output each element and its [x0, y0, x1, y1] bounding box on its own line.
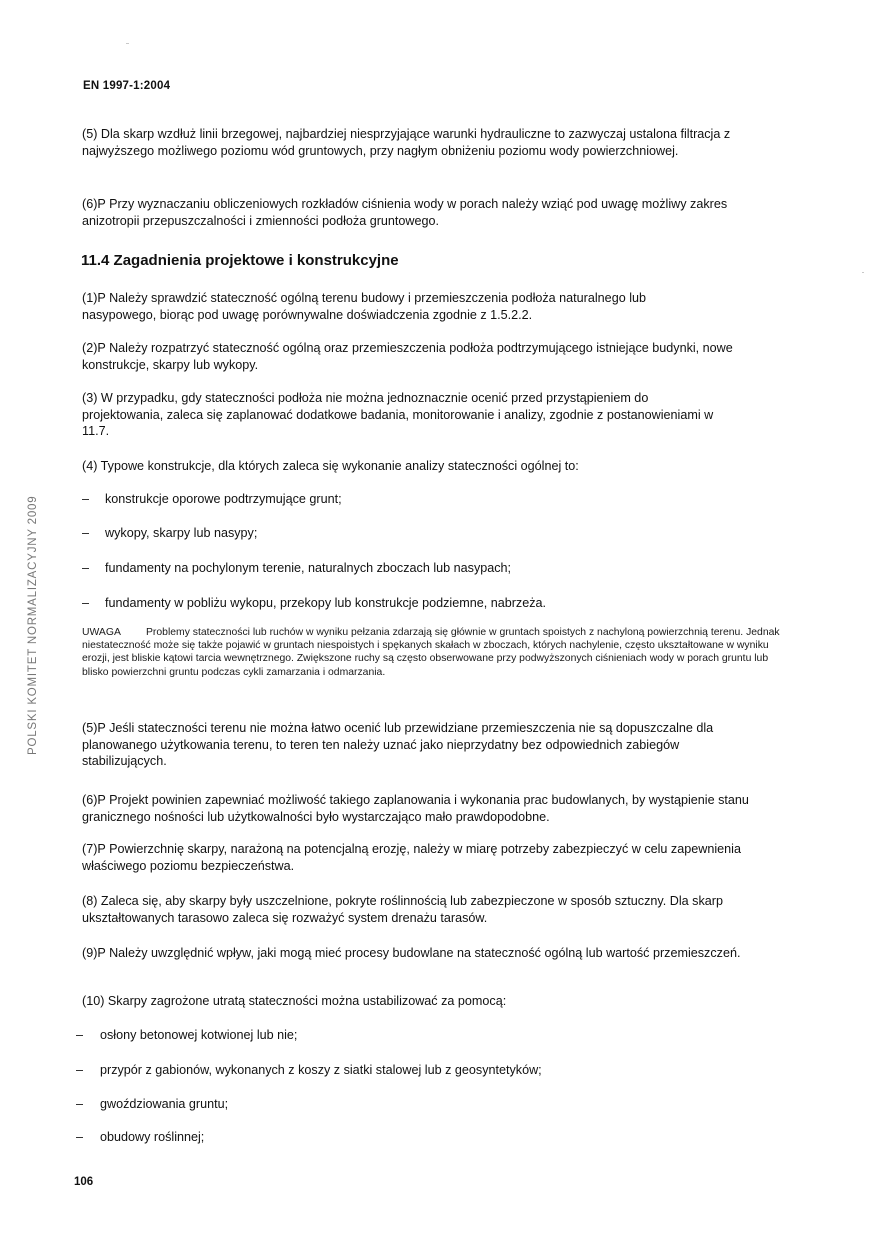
paragraph-5-shoreline: (5) Dla skarp wzdłuż linii brzegowej, najbardziej niesprzyjające warunki hydrauliczne to zazwyczaj ustalona filtracja z najwyższego możliwego poziomu wód gruntowych, przy nagłym obniżeniu poziomu wody powierzchniowej.	[82, 127, 731, 158]
page-number: 106	[74, 1176, 94, 1188]
paragraph-2p-existing-buildings: (2)P Należy rozpatrzyć stateczność ogólną oraz przemieszczenia podłoża podtrzymującego istniejące budynki, nowe konstrukcje, skarpy lub wykopy.	[82, 341, 733, 372]
dash-bullet: –	[82, 492, 90, 506]
note-label: UWAGA	[82, 627, 121, 638]
paragraph-5p-unsuitable-terrain: (5)P Jeśli stateczności terenu nie można łatwo ocenić lub przewidziane przemieszczenia nie są dopuszczalne dla planowanego użytkowania terenu, to teren ten należy uznać jako nieprzydatny bez odpowiednich zabiegów stabilizujących.	[82, 721, 714, 768]
list-item-text: przypór z gabionów, wykonanych z koszy z siatki stalowej lub z geosyntetyków;	[100, 1063, 542, 1077]
list-item-text: obudowy roślinnej;	[100, 1130, 205, 1144]
paragraph-7p-erosion: (7)P Powierzchnię skarpy, narażoną na potencjalną erozję, należy w miarę potrzeby zabezpieczyć w celu zapewnienia właściwego poziomu bezpieczeństwa.	[82, 842, 741, 873]
list-item-text: konstrukcje oporowe podtrzymujące grunt;	[105, 492, 342, 506]
list-item-text: osłony betonowej kotwionej lub nie;	[100, 1028, 298, 1042]
page-header: EN 1997-1:2004	[83, 80, 171, 92]
list-item-text: fundamenty na pochylonym terenie, naturalnych zboczach lub nasypach;	[105, 561, 512, 575]
paragraph-10-stabilization: (10) Skarpy zagrożone utratą stateczności można ustabilizować za pomocą:	[82, 994, 507, 1008]
note-block	[82, 626, 792, 679]
dash-bullet: –	[82, 596, 90, 610]
list-item-text: gwoździowania gruntu;	[100, 1097, 229, 1111]
dash-bullet: –	[76, 1097, 84, 1111]
list-item-text: wykopy, skarpy lub nasypy;	[105, 526, 258, 540]
paragraph-6p-pore-pressure: (6)P Przy wyznaczaniu obliczeniowych rozkładów ciśnienia wody w porach należy wziąć pod uwagę możliwy zakres anizotropii przepuszczalności i zmienności podłoża gruntowego.	[82, 197, 728, 228]
scan-speck	[862, 272, 864, 273]
dash-bullet: –	[76, 1063, 84, 1077]
paragraph-4-typical-structures: (4) Typowe konstrukcje, dla których zaleca się wykonanie analizy stateczności ogólnej to:	[82, 459, 579, 473]
dash-bullet: –	[82, 561, 90, 575]
paragraph-8-sealing: (8) Zaleca się, aby skarpy były uszczelnione, pokryte roślinnością lub zabezpieczone w sposób sztuczny. Dla skarp ukształtowanych tarasowo zaleca się rozważyć system drenażu tarasów.	[82, 894, 723, 925]
paragraph-1p-stability: (1)P Należy sprawdzić stateczność ogólną terenu budowy i przemieszczenia podłoża naturalnego lub nasypowego, biorąc pod uwagę porównywalne doświadczenia zgodnie z 1.5.2.2.	[82, 291, 647, 322]
paragraph-6p-design-works: (6)P Projekt powinien zapewniać możliwość takiego zaplanowania i wykonania prac budowlanych, by wystąpienie stanu granicznego nośności lub użytkowalności było wystarczająco mało prawdopodobne.	[82, 793, 749, 824]
dash-bullet: –	[82, 526, 90, 540]
note-text: Problemy stateczności lub ruchów w wyniku pełzania zdarzają się głównie w gruntach spoistych z nachyloną powierzchnią terenu. Jednak niestateczność może się także pojawić w gruntach niespoistych i spękanych skałach w zboczach, których nachylenie, często ukształtowane w wyniku erozji, jest bliskie kątowi tarcia wewnętrznego. Zwiększone ruchy są często obserwowane przy podwyższonych ciśnieniach wody w porach gruntu lub blisko powierzchni gruntu podczas cykli zamarzania i odmarzania.	[82, 627, 780, 678]
paragraph-3-uncertain-stability: (3) W przypadku, gdy stateczności podłoża nie można jednoznacznie ocenić przed przystąpieniem do projektowania, zaleca się zaplanować dodatkowe badania, monitorowanie i analizy, zgodnie z postanowieniami w 11.7.	[82, 391, 714, 438]
dash-bullet: –	[76, 1130, 84, 1144]
list-item-text: fundamenty w pobliżu wykopu, przekopy lub konstrukcje podziemne, nabrzeża.	[105, 596, 547, 610]
dash-bullet: –	[76, 1028, 84, 1042]
side-stamp: POLSKI KOMITET NORMALIZACYJNY 2009	[27, 495, 39, 755]
paragraph-9p-construction-influence: (9)P Należy uwzględnić wpływ, jaki mogą mieć procesy budowlane na stateczność ogólną lub wartość przemieszczeń.	[82, 946, 741, 960]
section-heading: 11.4 Zagadnienia projektowe i konstrukcyjne	[81, 252, 399, 269]
scan-speck	[126, 43, 129, 44]
